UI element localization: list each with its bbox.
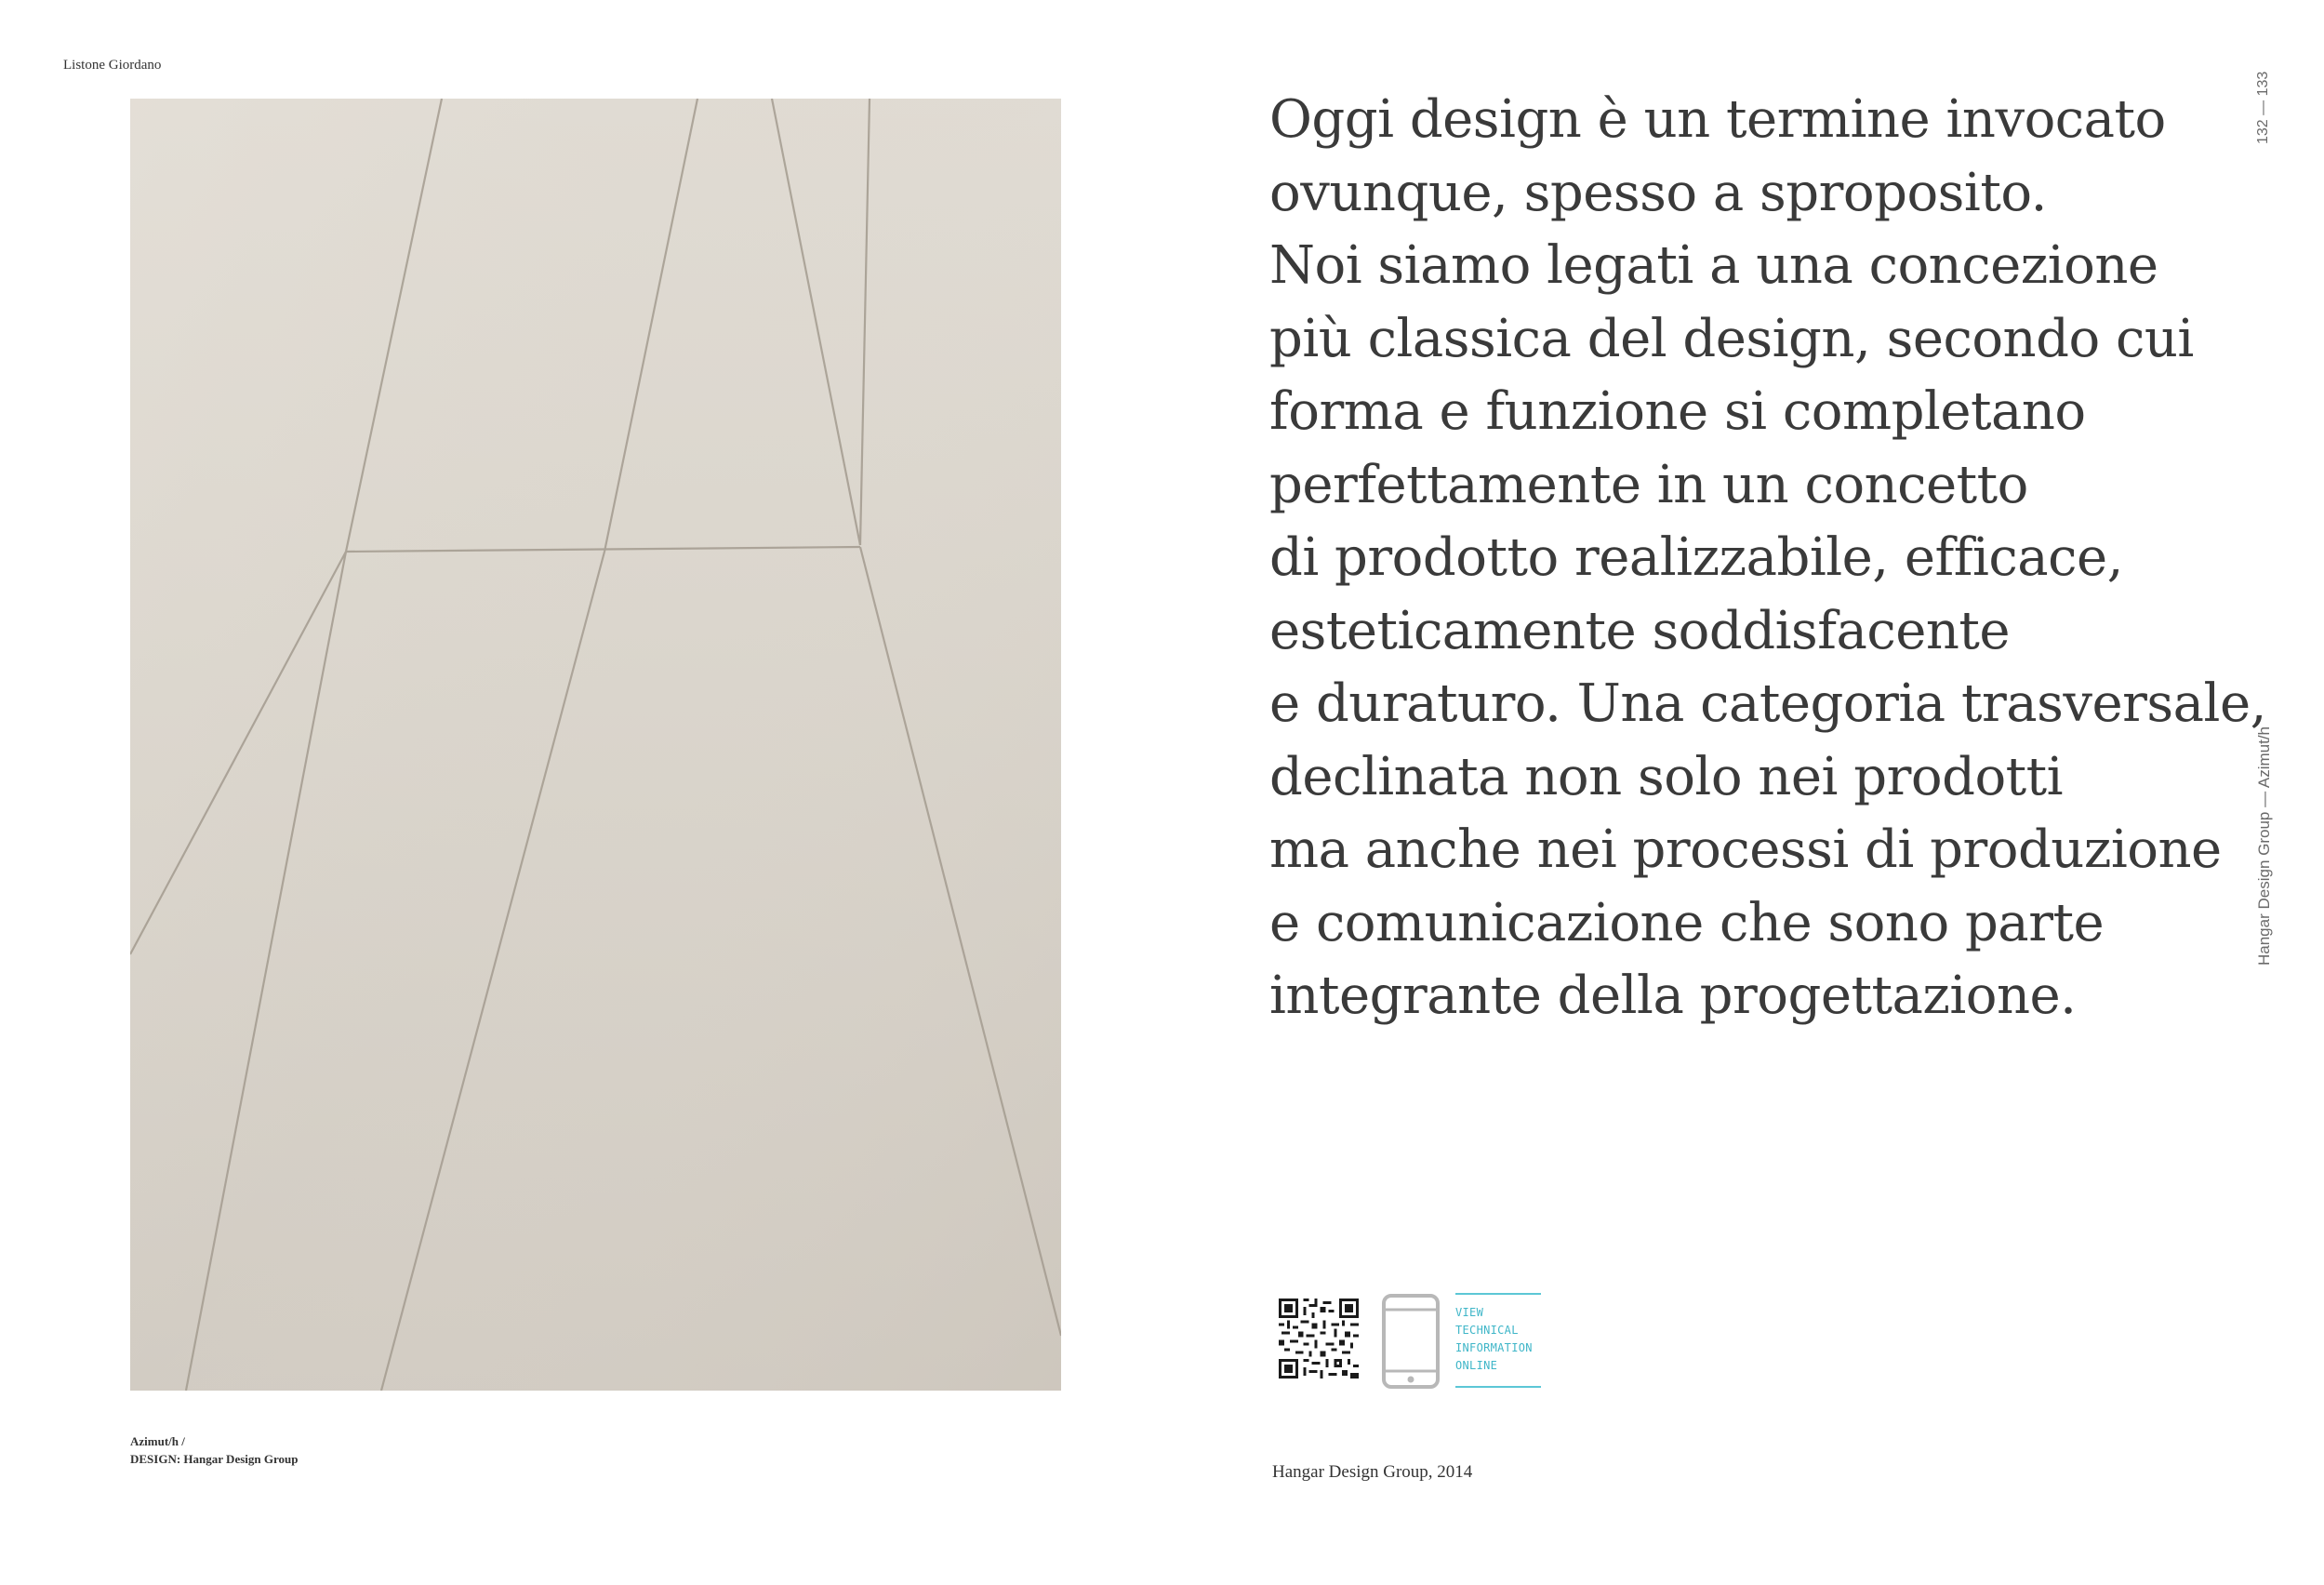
running-head: Hangar Design Group — Azimut/h xyxy=(2255,726,2273,966)
wood-plank-lines xyxy=(130,99,1061,1391)
caption-product: Azimut/h / xyxy=(130,1434,185,1448)
text-line: perfettamente in un concetto xyxy=(1269,454,2028,515)
text-line: e comunicazione che sono parte xyxy=(1269,892,2105,953)
text-line: esteticamente soddisfacente xyxy=(1269,600,2011,661)
tech-link-line: VIEW xyxy=(1455,1306,1484,1319)
text-line: ovunque, spesso a sproposito. xyxy=(1269,162,2047,223)
tech-link-line: INFORMATION xyxy=(1455,1341,1533,1354)
brand-name: Listone Giordano xyxy=(63,58,162,73)
text-line: forma e funzione si completano xyxy=(1269,381,2086,442)
qr-code-icon[interactable] xyxy=(1279,1299,1359,1379)
text-line: integrante della progettazione. xyxy=(1269,966,2077,1026)
page-numbers: 132 — 133 xyxy=(2255,71,2271,144)
text-line: più classica del design, secondo cui xyxy=(1269,308,2194,369)
credit-line: Hangar Design Group, 2014 xyxy=(1272,1462,1473,1482)
text-line: di prodotto realizzabile, efficace, xyxy=(1269,527,2123,588)
text-line: Oggi design è un termine invocato xyxy=(1269,89,2166,150)
floor-photo xyxy=(130,99,1061,1391)
text-line: declinata non solo nei prodotti xyxy=(1269,746,2064,807)
text-line: e duraturo. Una categoria trasversale, xyxy=(1269,673,2266,734)
text-line: ma anche nei processi di produzione xyxy=(1269,819,2222,880)
tech-link-line: TECHNICAL xyxy=(1455,1324,1519,1337)
view-technical-info-link[interactable] xyxy=(1455,1293,1541,1388)
smartphone-icon xyxy=(1381,1293,1441,1390)
caption-designer: DESIGN: Hangar Design Group xyxy=(130,1452,299,1466)
tech-link-line: ONLINE xyxy=(1455,1359,1498,1372)
photo-caption xyxy=(130,1432,298,1468)
text-line: Noi siamo legati a una concezione xyxy=(1269,235,2158,296)
